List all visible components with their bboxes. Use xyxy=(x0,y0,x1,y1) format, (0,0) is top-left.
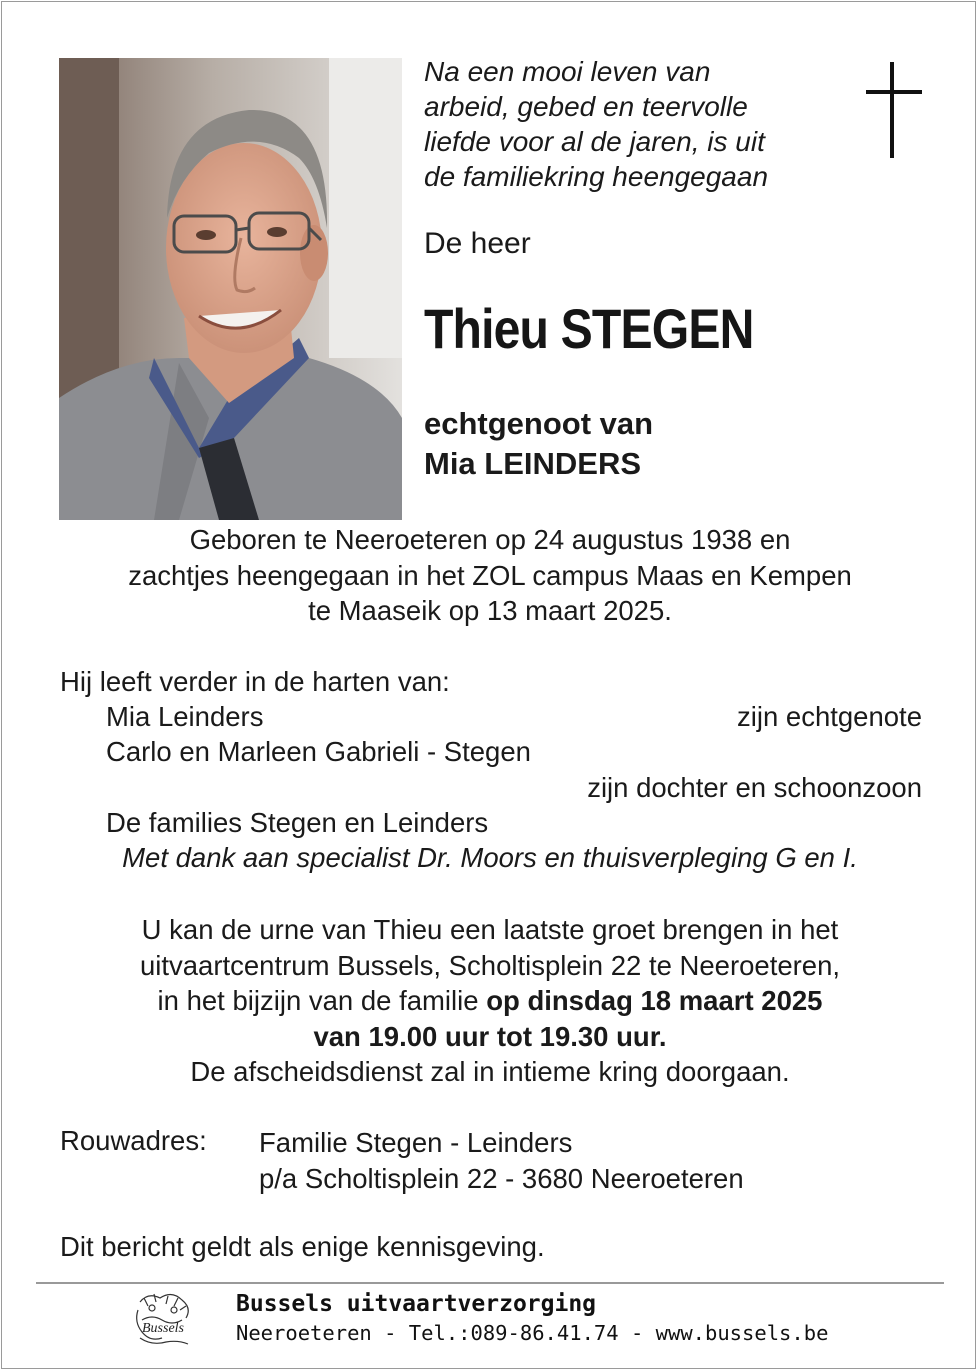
farewell-plain: in het bijzijn van de familie xyxy=(157,985,487,1016)
birth-death-line: te Maaseik op 13 maart 2025. xyxy=(308,595,672,626)
intro-line: liefde voor al de jaren, is uit xyxy=(424,126,765,157)
farewell-time-text: van 19.00 uur tot 19.30 uur. xyxy=(313,1020,667,1052)
company-contact: Neeroeteren - Tel.:089-86.41.74 - www.bussels.be xyxy=(236,1321,829,1345)
logo-text: Bussels xyxy=(142,1321,184,1336)
deceased-name: Thieu STEGEN xyxy=(424,297,754,360)
address-line: p/a Scholtisplein 22 - 3680 Neeroeteren xyxy=(259,1163,744,1194)
farewell-line: uitvaartcentrum Bussels, Scholtisplein 22 te Neeroeteren, xyxy=(139,949,841,981)
farewell-date: op dinsdag 18 maart 2025 xyxy=(486,985,823,1016)
cross-icon xyxy=(866,62,922,158)
farewell-line xyxy=(0,983,980,1019)
bussels-logo xyxy=(132,1290,194,1348)
address-label: Rouwadres: xyxy=(60,1125,207,1156)
address-block xyxy=(259,1125,744,1197)
farewell-text xyxy=(0,912,980,1090)
spouse-name: Mia LEINDERS xyxy=(424,446,642,481)
intro-line: Na een mooi leven van xyxy=(424,56,711,87)
thanks-text: Met dank aan specialist Dr. Moors en thuisverpleging G en I. xyxy=(122,842,858,873)
birth-death-line: Geboren te Neeroeteren op 24 augustus 1938 en xyxy=(189,524,791,555)
birth-death-line: zachtjes heengegaan in het ZOL campus Maas en Kempen xyxy=(128,559,852,591)
intro-line: de familiekring heengegaan xyxy=(424,161,769,192)
portrait-photo xyxy=(59,58,402,520)
survivor-relation: zijn echtgenote xyxy=(737,701,922,732)
survivor-name: De families Stegen en Leinders xyxy=(106,807,489,838)
intro-text xyxy=(424,54,844,194)
notice-text: Dit bericht geldt als enige kennisgeving. xyxy=(60,1231,545,1262)
spouse-info xyxy=(424,404,653,484)
footer-divider xyxy=(36,1282,944,1284)
survivors-heading: Hij leeft verder in de harten van: xyxy=(60,666,450,697)
address-line: Familie Stegen - Leinders xyxy=(259,1127,573,1158)
intro-line: arbeid, gebed en teervolle xyxy=(424,91,748,122)
birth-death-text xyxy=(0,522,980,629)
survivor-relation: zijn dochter en schoonzoon xyxy=(587,772,922,803)
survivor-name: Carlo en Marleen Gabrieli - Stegen xyxy=(106,736,531,767)
survivor-name: Mia Leinders xyxy=(106,701,264,732)
farewell-line: U kan de urne van Thieu een laatste groet brengen in het xyxy=(141,914,839,945)
farewell-time xyxy=(0,1019,980,1055)
company-name: Bussels uitvaartverzorging xyxy=(236,1291,597,1317)
spouse-line: echtgenoot van xyxy=(424,406,654,441)
farewell-line: De afscheidsdienst zal in intieme kring doorgaan. xyxy=(190,1056,790,1087)
salutation: De heer xyxy=(424,227,531,260)
